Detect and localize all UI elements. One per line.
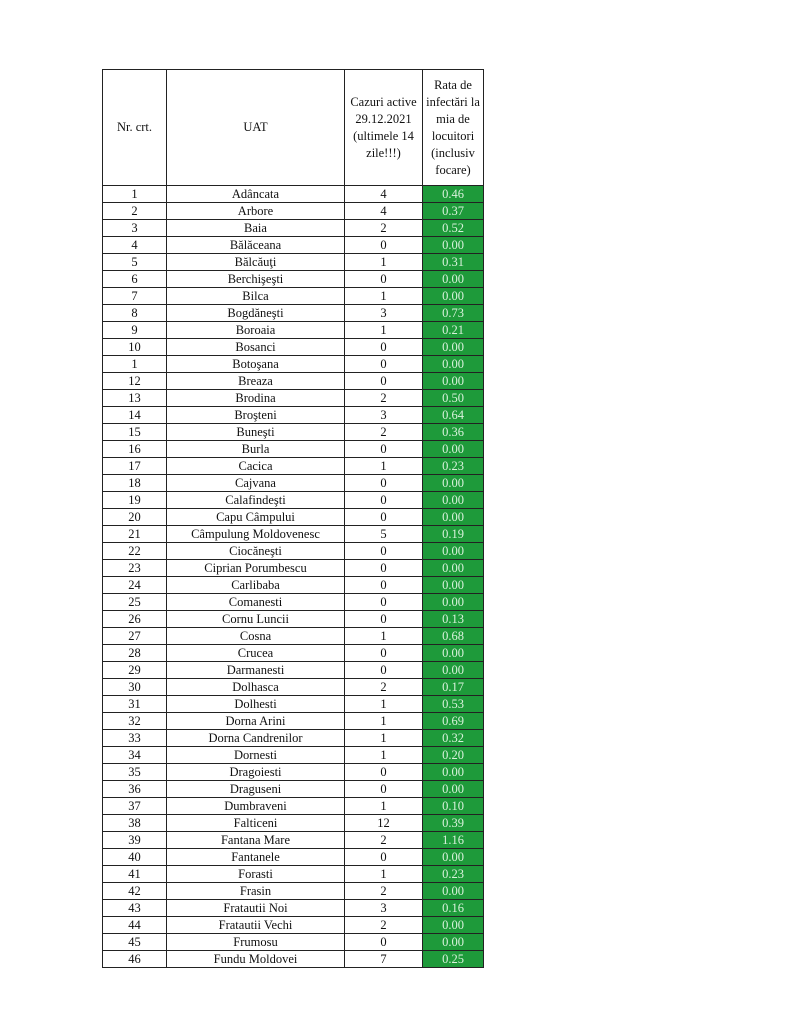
- row-cazuri-cell: 1: [345, 696, 423, 713]
- row-nr-cell: 46: [103, 951, 167, 968]
- table-row: [103, 305, 484, 322]
- table-row: [103, 237, 484, 254]
- row-cazuri-cell: 1: [345, 747, 423, 764]
- row-cazuri-cell: 0: [345, 543, 423, 560]
- header-nr: Nr. crt.: [103, 70, 167, 186]
- table-row: [103, 951, 484, 968]
- row-cazuri-cell: 1: [345, 628, 423, 645]
- row-nr-cell: 40: [103, 849, 167, 866]
- table-row: [103, 934, 484, 951]
- row-cazuri-cell: 0: [345, 356, 423, 373]
- row-rata-cell: 0.73: [423, 305, 484, 322]
- row-nr-cell: 14: [103, 407, 167, 424]
- row-rata-cell: 0.20: [423, 747, 484, 764]
- row-nr-cell: 25: [103, 594, 167, 611]
- table-row: [103, 747, 484, 764]
- row-rata-cell: 0.00: [423, 560, 484, 577]
- row-nr-cell: 19: [103, 492, 167, 509]
- row-rata-cell: 0.53: [423, 696, 484, 713]
- row-cazuri-cell: 0: [345, 339, 423, 356]
- row-cazuri-cell: 2: [345, 832, 423, 849]
- row-nr-cell: 36: [103, 781, 167, 798]
- table-row: [103, 611, 484, 628]
- table-row: [103, 883, 484, 900]
- row-uat-cell: Dumbraveni: [167, 798, 345, 815]
- row-rata-cell: 0.25: [423, 951, 484, 968]
- row-uat-cell: Broşteni: [167, 407, 345, 424]
- row-nr-cell: 3: [103, 220, 167, 237]
- row-rata-cell: 0.00: [423, 237, 484, 254]
- row-nr-cell: 21: [103, 526, 167, 543]
- row-rata-cell: 0.00: [423, 577, 484, 594]
- row-uat-cell: Falticeni: [167, 815, 345, 832]
- table-row: [103, 798, 484, 815]
- header-rata-infectari: Rata de infectări la mia de locuitori (inclusiv focare): [423, 70, 484, 186]
- row-rata-cell: 0.00: [423, 645, 484, 662]
- table-row: [103, 220, 484, 237]
- row-uat-cell: Frumosu: [167, 934, 345, 951]
- row-nr-cell: 23: [103, 560, 167, 577]
- table-row: [103, 866, 484, 883]
- table-row: [103, 458, 484, 475]
- table-row: [103, 713, 484, 730]
- row-nr-cell: 27: [103, 628, 167, 645]
- row-nr-cell: 45: [103, 934, 167, 951]
- row-nr-cell: 32: [103, 713, 167, 730]
- table-row: [103, 492, 484, 509]
- table-row: [103, 288, 484, 305]
- row-rata-cell: 0.00: [423, 934, 484, 951]
- table-row: [103, 356, 484, 373]
- row-uat-cell: Dorna Arini: [167, 713, 345, 730]
- table-row: [103, 271, 484, 288]
- row-nr-cell: 44: [103, 917, 167, 934]
- row-nr-cell: 9: [103, 322, 167, 339]
- row-uat-cell: Frasin: [167, 883, 345, 900]
- table-row: [103, 441, 484, 458]
- table-row: [103, 730, 484, 747]
- row-rata-cell: 0.00: [423, 475, 484, 492]
- row-cazuri-cell: 2: [345, 220, 423, 237]
- row-cazuri-cell: 2: [345, 917, 423, 934]
- row-uat-cell: Câmpulung Moldovenesc: [167, 526, 345, 543]
- table-row: [103, 917, 484, 934]
- row-cazuri-cell: 1: [345, 866, 423, 883]
- row-rata-cell: 0.37: [423, 203, 484, 220]
- row-cazuri-cell: 2: [345, 679, 423, 696]
- row-nr-cell: 13: [103, 390, 167, 407]
- row-cazuri-cell: 0: [345, 237, 423, 254]
- row-cazuri-cell: 0: [345, 934, 423, 951]
- row-uat-cell: Baia: [167, 220, 345, 237]
- table-row: [103, 594, 484, 611]
- row-cazuri-cell: 1: [345, 254, 423, 271]
- row-rata-cell: 0.00: [423, 356, 484, 373]
- row-uat-cell: Fratautii Noi: [167, 900, 345, 917]
- table-row: [103, 407, 484, 424]
- row-cazuri-cell: 1: [345, 458, 423, 475]
- row-nr-cell: 39: [103, 832, 167, 849]
- header-row: [103, 70, 484, 186]
- row-uat-cell: Draguseni: [167, 781, 345, 798]
- row-rata-cell: 0.32: [423, 730, 484, 747]
- row-uat-cell: Boroaia: [167, 322, 345, 339]
- row-cazuri-cell: 1: [345, 730, 423, 747]
- row-cazuri-cell: 1: [345, 322, 423, 339]
- row-uat-cell: Darmanesti: [167, 662, 345, 679]
- row-cazuri-cell: 0: [345, 764, 423, 781]
- row-uat-cell: Dragoiesti: [167, 764, 345, 781]
- header-uat: UAT: [167, 70, 345, 186]
- row-nr-cell: 15: [103, 424, 167, 441]
- table-row: [103, 696, 484, 713]
- row-nr-cell: 18: [103, 475, 167, 492]
- row-uat-cell: Adâncata: [167, 186, 345, 203]
- row-nr-cell: 1: [103, 356, 167, 373]
- row-uat-cell: Bălăceana: [167, 237, 345, 254]
- row-nr-cell: 17: [103, 458, 167, 475]
- table-row: [103, 832, 484, 849]
- row-cazuri-cell: 0: [345, 577, 423, 594]
- row-cazuri-cell: 4: [345, 186, 423, 203]
- row-rata-cell: 0.13: [423, 611, 484, 628]
- row-rata-cell: 0.52: [423, 220, 484, 237]
- row-uat-cell: Ciocăneşti: [167, 543, 345, 560]
- row-rata-cell: 0.00: [423, 662, 484, 679]
- row-cazuri-cell: 0: [345, 492, 423, 509]
- row-rata-cell: 0.00: [423, 543, 484, 560]
- row-nr-cell: 1: [103, 186, 167, 203]
- row-rata-cell: 0.16: [423, 900, 484, 917]
- row-cazuri-cell: 0: [345, 560, 423, 577]
- row-cazuri-cell: 0: [345, 475, 423, 492]
- row-rata-cell: 1.16: [423, 832, 484, 849]
- row-cazuri-cell: 3: [345, 900, 423, 917]
- row-rata-cell: 0.68: [423, 628, 484, 645]
- row-cazuri-cell: 7: [345, 951, 423, 968]
- row-uat-cell: Dolhesti: [167, 696, 345, 713]
- row-uat-cell: Burla: [167, 441, 345, 458]
- row-uat-cell: Fantanele: [167, 849, 345, 866]
- row-nr-cell: 8: [103, 305, 167, 322]
- row-uat-cell: Brodina: [167, 390, 345, 407]
- row-rata-cell: 0.69: [423, 713, 484, 730]
- row-nr-cell: 34: [103, 747, 167, 764]
- row-rata-cell: 0.36: [423, 424, 484, 441]
- row-uat-cell: Forasti: [167, 866, 345, 883]
- row-rata-cell: 0.21: [423, 322, 484, 339]
- row-rata-cell: 0.00: [423, 441, 484, 458]
- table-row: [103, 628, 484, 645]
- row-nr-cell: 31: [103, 696, 167, 713]
- row-uat-cell: Dolhasca: [167, 679, 345, 696]
- row-rata-cell: 0.00: [423, 594, 484, 611]
- row-cazuri-cell: 0: [345, 594, 423, 611]
- row-rata-cell: 0.00: [423, 373, 484, 390]
- row-uat-cell: Ciprian Porumbescu: [167, 560, 345, 577]
- row-nr-cell: 22: [103, 543, 167, 560]
- row-cazuri-cell: 5: [345, 526, 423, 543]
- row-cazuri-cell: 2: [345, 883, 423, 900]
- row-uat-cell: Capu Câmpului: [167, 509, 345, 526]
- table-row: [103, 849, 484, 866]
- table-row: [103, 577, 484, 594]
- row-rata-cell: 0.39: [423, 815, 484, 832]
- table-row: [103, 509, 484, 526]
- row-uat-cell: Bogdăneşti: [167, 305, 345, 322]
- row-nr-cell: 38: [103, 815, 167, 832]
- row-cazuri-cell: 0: [345, 645, 423, 662]
- row-rata-cell: 0.10: [423, 798, 484, 815]
- row-rata-cell: 0.23: [423, 458, 484, 475]
- row-rata-cell: 0.23: [423, 866, 484, 883]
- row-cazuri-cell: 1: [345, 288, 423, 305]
- table-row: [103, 390, 484, 407]
- header-cazuri-active: Cazuri active 29.12.2021 (ultimele 14 zile!!!): [345, 70, 423, 186]
- row-cazuri-cell: 1: [345, 798, 423, 815]
- row-rata-cell: 0.46: [423, 186, 484, 203]
- table-row: [103, 186, 484, 203]
- table-row: [103, 815, 484, 832]
- row-uat-cell: Dornesti: [167, 747, 345, 764]
- row-uat-cell: Bilca: [167, 288, 345, 305]
- row-cazuri-cell: 0: [345, 509, 423, 526]
- row-rata-cell: 0.00: [423, 764, 484, 781]
- row-uat-cell: Dorna Candrenilor: [167, 730, 345, 747]
- row-cazuri-cell: 0: [345, 373, 423, 390]
- table-row: [103, 203, 484, 220]
- row-rata-cell: 0.50: [423, 390, 484, 407]
- row-nr-cell: 43: [103, 900, 167, 917]
- row-uat-cell: Cornu Luncii: [167, 611, 345, 628]
- row-cazuri-cell: 2: [345, 424, 423, 441]
- row-rata-cell: 0.00: [423, 781, 484, 798]
- row-nr-cell: 16: [103, 441, 167, 458]
- table-row: [103, 322, 484, 339]
- row-rata-cell: 0.00: [423, 288, 484, 305]
- row-uat-cell: Fantana Mare: [167, 832, 345, 849]
- row-nr-cell: 26: [103, 611, 167, 628]
- row-uat-cell: Calafindeşti: [167, 492, 345, 509]
- table-row: [103, 900, 484, 917]
- row-nr-cell: 2: [103, 203, 167, 220]
- row-rata-cell: 0.00: [423, 883, 484, 900]
- row-cazuri-cell: 1: [345, 713, 423, 730]
- table-row: [103, 781, 484, 798]
- row-rata-cell: 0.00: [423, 917, 484, 934]
- row-cazuri-cell: 0: [345, 271, 423, 288]
- table-row: [103, 645, 484, 662]
- table-row: [103, 662, 484, 679]
- table-row: [103, 679, 484, 696]
- row-nr-cell: 10: [103, 339, 167, 356]
- row-nr-cell: 35: [103, 764, 167, 781]
- row-uat-cell: Cajvana: [167, 475, 345, 492]
- table-row: [103, 254, 484, 271]
- row-nr-cell: 33: [103, 730, 167, 747]
- row-nr-cell: 20: [103, 509, 167, 526]
- table-row: [103, 560, 484, 577]
- table-row: [103, 526, 484, 543]
- row-uat-cell: Arbore: [167, 203, 345, 220]
- row-nr-cell: 7: [103, 288, 167, 305]
- row-nr-cell: 29: [103, 662, 167, 679]
- row-uat-cell: Fratautii Vechi: [167, 917, 345, 934]
- row-nr-cell: 6: [103, 271, 167, 288]
- row-cazuri-cell: 12: [345, 815, 423, 832]
- row-nr-cell: 24: [103, 577, 167, 594]
- row-uat-cell: Cacica: [167, 458, 345, 475]
- infection-rate-table: [102, 69, 484, 968]
- row-nr-cell: 41: [103, 866, 167, 883]
- row-nr-cell: 12: [103, 373, 167, 390]
- row-uat-cell: Buneşti: [167, 424, 345, 441]
- row-rata-cell: 0.64: [423, 407, 484, 424]
- row-uat-cell: Berchişeşti: [167, 271, 345, 288]
- row-uat-cell: Comanesti: [167, 594, 345, 611]
- row-uat-cell: Breaza: [167, 373, 345, 390]
- row-rata-cell: 0.00: [423, 271, 484, 288]
- row-uat-cell: Fundu Moldovei: [167, 951, 345, 968]
- row-cazuri-cell: 0: [345, 611, 423, 628]
- table-row: [103, 475, 484, 492]
- row-cazuri-cell: 3: [345, 407, 423, 424]
- row-cazuri-cell: 4: [345, 203, 423, 220]
- row-nr-cell: 5: [103, 254, 167, 271]
- row-nr-cell: 37: [103, 798, 167, 815]
- row-rata-cell: 0.31: [423, 254, 484, 271]
- row-nr-cell: 42: [103, 883, 167, 900]
- row-cazuri-cell: 2: [345, 390, 423, 407]
- row-uat-cell: Crucea: [167, 645, 345, 662]
- row-rata-cell: 0.00: [423, 509, 484, 526]
- table-row: [103, 764, 484, 781]
- row-uat-cell: Botoşana: [167, 356, 345, 373]
- table-row: [103, 373, 484, 390]
- row-cazuri-cell: 0: [345, 849, 423, 866]
- row-nr-cell: 30: [103, 679, 167, 696]
- row-nr-cell: 28: [103, 645, 167, 662]
- row-rata-cell: 0.00: [423, 339, 484, 356]
- table-row: [103, 543, 484, 560]
- row-uat-cell: Bosanci: [167, 339, 345, 356]
- row-nr-cell: 4: [103, 237, 167, 254]
- row-uat-cell: Carlibaba: [167, 577, 345, 594]
- row-rata-cell: 0.19: [423, 526, 484, 543]
- row-uat-cell: Cosna: [167, 628, 345, 645]
- row-uat-cell: Bălcăuţi: [167, 254, 345, 271]
- row-cazuri-cell: 0: [345, 781, 423, 798]
- table-row: [103, 424, 484, 441]
- row-cazuri-cell: 0: [345, 441, 423, 458]
- row-cazuri-cell: 3: [345, 305, 423, 322]
- row-rata-cell: 0.17: [423, 679, 484, 696]
- row-rata-cell: 0.00: [423, 849, 484, 866]
- row-cazuri-cell: 0: [345, 662, 423, 679]
- table-row: [103, 339, 484, 356]
- row-rata-cell: 0.00: [423, 492, 484, 509]
